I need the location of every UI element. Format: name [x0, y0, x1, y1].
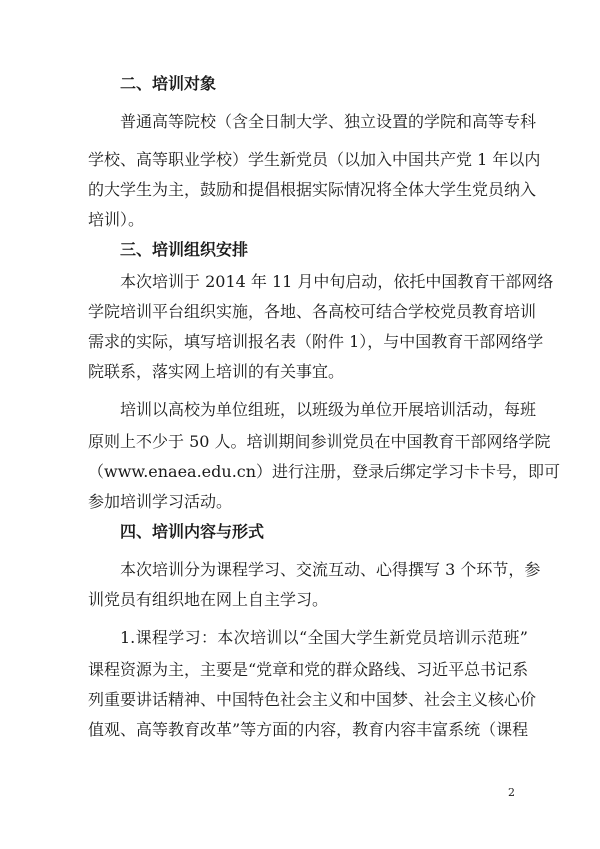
section-heading-content-and-format: 四、培训内容与形式	[120, 522, 265, 541]
paragraph-line: 普通高等院校（含全日制大学、独立设置的学院和高等专科	[120, 112, 537, 131]
paragraph-line: 训党员有组织地在网上自主学习。	[88, 590, 329, 609]
paragraph-line: 本次培训分为课程学习、交流互动、心得撰写 3 个环节，参	[120, 560, 541, 579]
paragraph-line: 培训以高校为单位组班，以班级为单位开展培训活动，每班	[120, 400, 537, 419]
paragraph-line: 原则上不少于 50 人。培训期间参训党员在中国教育干部网络学院	[88, 432, 551, 451]
paragraph-line: 本次培训于 2014 年 11 月中旬启动，依托中国教育干部网络	[120, 272, 554, 291]
page-number: 2	[508, 786, 515, 799]
paragraph-line: 院联系，落实网上培训的有关事宜。	[88, 362, 345, 381]
paragraph-line: 列重要讲话精神、中国特色社会主义和中国梦、社会主义核心价	[88, 690, 537, 709]
paragraph-line: 需求的实际，填写培训报名表（附件 1），与中国教育干部网络学	[88, 332, 544, 351]
paragraph-line: 课程资源为主，主要是“党章和党的群众路线、习近平总书记系	[88, 660, 529, 679]
section-heading-training-targets: 二、培训对象	[120, 74, 217, 93]
paragraph-line: （www.enaea.edu.cn）进行注册，登录后绑定学习卡卡号，即可	[88, 462, 561, 481]
paragraph-line: 学校、高等职业学校）学生新党员（以加入中国共产党 1 年以内	[88, 150, 541, 169]
paragraph-line: 参加培训学习活动。	[88, 492, 233, 511]
paragraph-line: 学院培训平台组织实施，各地、各高校可结合学校党员教育培训	[88, 302, 537, 321]
section-heading-organization: 三、培训组织安排	[120, 240, 249, 259]
paragraph-line: 培训）。	[88, 210, 145, 229]
paragraph-line: 的大学生为主，鼓励和提倡根据实际情况将全体大学生党员纳入	[88, 180, 537, 199]
paragraph-line: 值观、高等教育改革”等方面的内容，教育内容丰富系统（课程	[88, 720, 529, 739]
paragraph-line: 1.课程学习：本次培训以“全国大学生新党员培训示范班”	[120, 628, 528, 647]
